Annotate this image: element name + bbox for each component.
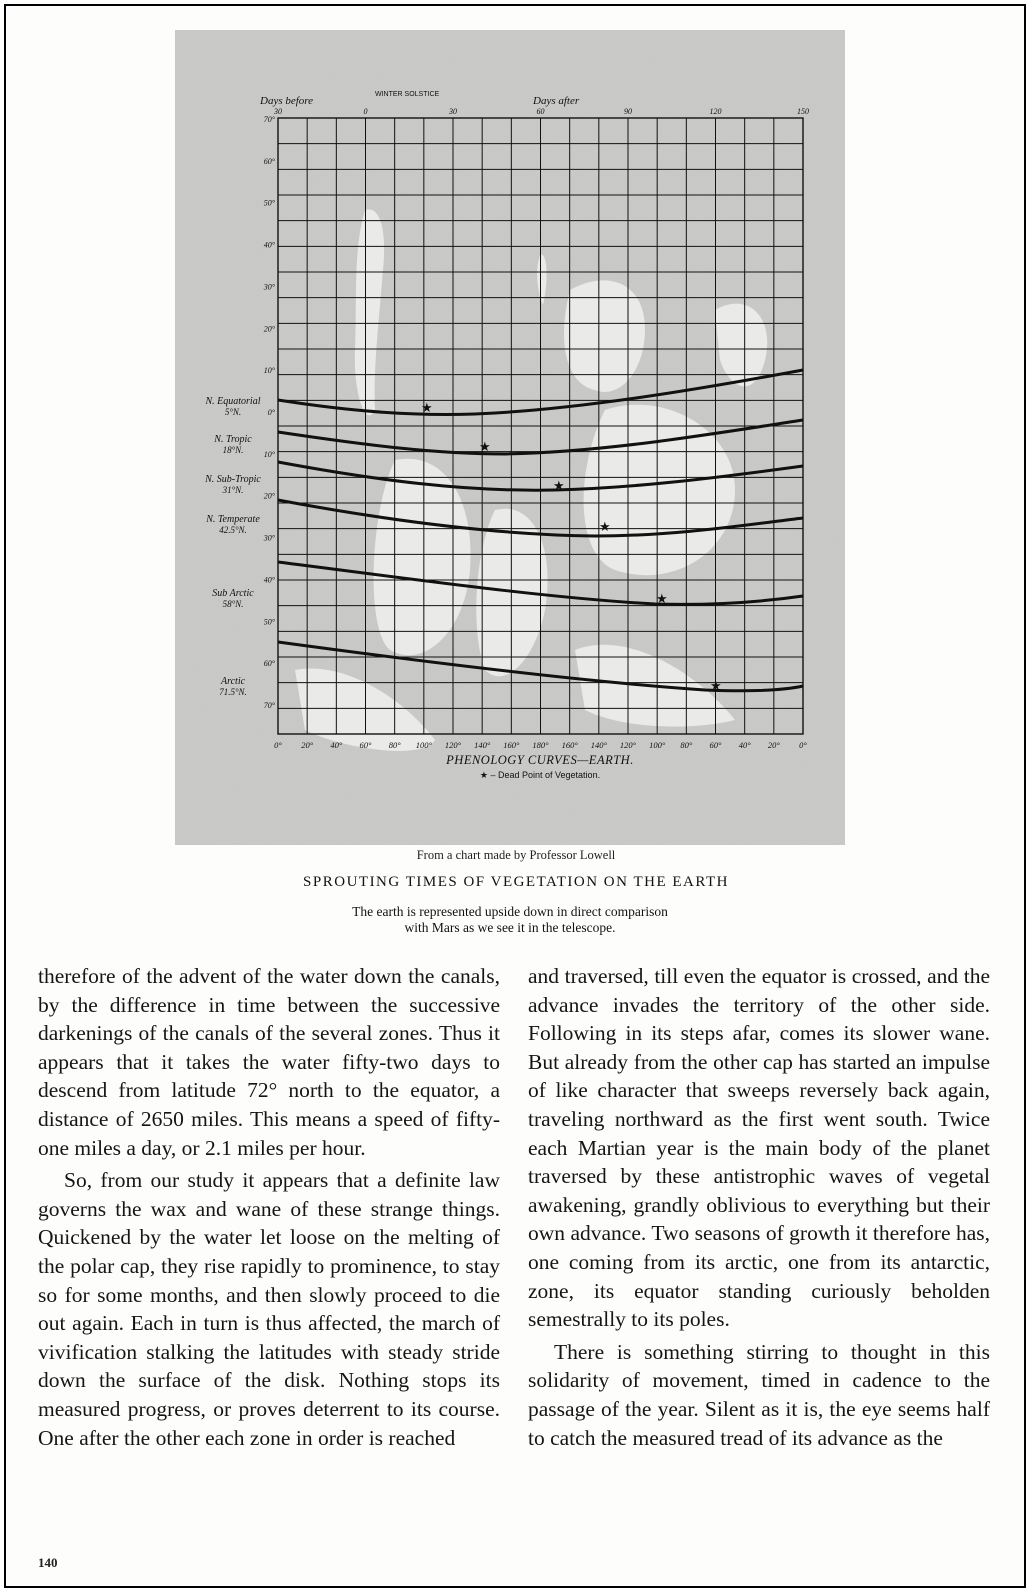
star-n-temperate: ★: [599, 520, 611, 535]
winter-solstice-text: WINTER SOLSTICE: [375, 91, 440, 98]
bottom-tick-label: 80°: [680, 740, 693, 750]
top-tick-label: 120: [709, 107, 722, 116]
left-tick-label: 10°: [263, 366, 275, 376]
page-number: 140: [38, 1555, 58, 1570]
bottom-tick-label: 160°: [561, 740, 578, 750]
zone-label-lat: 71.5°N.: [219, 687, 247, 697]
left-tick-label: 30°: [263, 282, 275, 292]
zone-label-lat: 18°N.: [222, 445, 244, 455]
star-n-tropic: ★: [479, 440, 491, 455]
right-paragraph-1: and traversed, till even the equator is crossed, and the advance invades the territory of the other side. Following in its steps afar, comes its slower wane. But already from the other cap has started an impulse of like character that sweeps reversely back again, traveling northward as the first went south. Twice each Martian year is the main body of the planet traversed by these antistrophic waves of vegetal awakening, grandly oblivious to everything but their own advance. Two seasons of growth it therefore has, one coming from its arctic, one from its antarctic, zone, its equator standing curiously beholden semestrally to its poles.: [528, 964, 990, 1332]
star-n-sub-tropic: ★: [553, 479, 565, 494]
left-text-column: [38, 962, 500, 1452]
top-tick-label: 30: [449, 107, 457, 116]
right-text-column: [528, 962, 990, 1452]
zone-label-lat: 58°N.: [222, 599, 244, 609]
figure-caption-title: SPROUTING TIMES OF VEGETATION ON THE EARTH: [303, 874, 729, 890]
bottom-tick-label: 0°: [799, 740, 807, 750]
left-tick-label: 70°: [263, 115, 275, 124]
left-tick-label: 20°: [263, 324, 275, 334]
bottom-tick-label: 20°: [767, 740, 780, 750]
bottom-tick-label: 60°: [709, 740, 722, 750]
figure-credit: From a chart made by Professor Lowell: [416, 848, 616, 862]
bottom-tick-label: 100°: [649, 740, 666, 750]
bottom-tick-label: 20°: [301, 740, 314, 750]
left-tick-label: 60°: [263, 659, 275, 669]
right-paragraph-2: There is something stirring to thought in this solidarity of movement, timed in cadence to the passage of the year. Silent as it is, the eye seems half to catch the measured tread of its advance as the: [528, 1339, 990, 1450]
left-tick-label: 0°: [267, 408, 275, 417]
top-tick-label: 30: [274, 107, 282, 116]
bottom-tick-label: 100°: [415, 740, 432, 750]
zone-label-name: N. Sub-Tropic: [205, 474, 261, 485]
zone-label-name: Arctic: [220, 676, 246, 687]
phenology-chart: [175, 30, 845, 845]
left-tick-label: 30°: [263, 533, 275, 543]
bottom-tick-label: 0°: [274, 740, 282, 750]
caption-line-1: The earth is represented upside down in direct comparison: [352, 904, 668, 919]
chart-title: PHENOLOGY CURVES—EARTH.: [446, 753, 634, 767]
left-tick-label: 40°: [263, 575, 275, 585]
left-tick-label: 50°: [263, 617, 275, 627]
chart-legend: ★ – Dead Point of Vegetation.: [479, 770, 601, 780]
zone-label-lat: 42.5°N.: [219, 525, 247, 535]
top-tick-label: 90: [624, 107, 632, 116]
star-n-equatorial: ★: [421, 401, 433, 416]
zone-label-name: N. Temperate: [206, 514, 260, 525]
days-after-label: Days after: [533, 95, 580, 107]
left-tick-label: 60°: [263, 156, 275, 166]
left-tick-label: 50°: [263, 198, 275, 208]
zone-label-name: N. Tropic: [214, 434, 252, 445]
top-tick-label: 60: [536, 107, 545, 116]
left-paragraph-1: therefore of the advent of the water down the canals, by the difference in time between the successive darkenings of the canals of the several zones. Thus it appears that it takes the water fifty-two days to descend from latitude 72° north to the equator, a distance of 2650 miles. This means a speed of fifty-one miles a day, or 2.1 miles per hour.: [38, 964, 500, 1160]
left-tick-label: 10°: [263, 449, 275, 459]
bottom-tick-label: 120°: [444, 740, 462, 750]
bottom-tick-label: 140°: [474, 740, 491, 750]
top-tick-label: 150: [797, 107, 809, 116]
star-sub-arctic: ★: [656, 592, 668, 607]
days-before-label: Days before: [260, 95, 314, 107]
bottom-tick-label: 60°: [359, 740, 372, 750]
star-arctic: ★: [710, 679, 722, 694]
left-tick-label: 40°: [263, 240, 275, 250]
bottom-tick-label: 40°: [330, 740, 343, 750]
caption-line-2: with Mars as we see it in the telescope.: [404, 920, 616, 935]
bottom-tick-label: 160°: [503, 740, 520, 750]
bottom-tick-label: 180°: [532, 740, 549, 750]
winter-solstice-label: [375, 91, 440, 98]
phenology-figure: [175, 30, 845, 845]
bottom-tick-label: 120°: [619, 740, 637, 750]
left-paragraph-2: So, from our study it appears that a definite law governs the wax and wane of these strange things. Quickened by the water let loose on the melting of the polar cap, they rise rapidly to prominence, to stay so for some months, and then slowly proceed to die out again. Each in turn is thus affected, the march of vivification stalking the latitudes with steady stride down the surface of the disk. Nothing stops its measured progress, or proves deterrent to its course. One after the other each zone in order is reached: [38, 1168, 500, 1450]
top-tick-label: 0: [363, 107, 368, 116]
bottom-tick-label: 40°: [738, 740, 751, 750]
zone-label-lat: 5°N.: [224, 407, 242, 417]
bottom-tick-label: 140°: [590, 740, 607, 750]
figure-caption-subtitle: [280, 904, 740, 936]
left-tick-label: 70°: [263, 701, 275, 710]
left-tick-label: 20°: [263, 491, 275, 501]
zone-label-name: Sub Arctic: [212, 588, 254, 599]
bottom-tick-label: 80°: [388, 740, 401, 750]
zone-label-name: N. Equatorial: [205, 396, 261, 407]
zone-label-lat: 31°N.: [222, 485, 244, 495]
